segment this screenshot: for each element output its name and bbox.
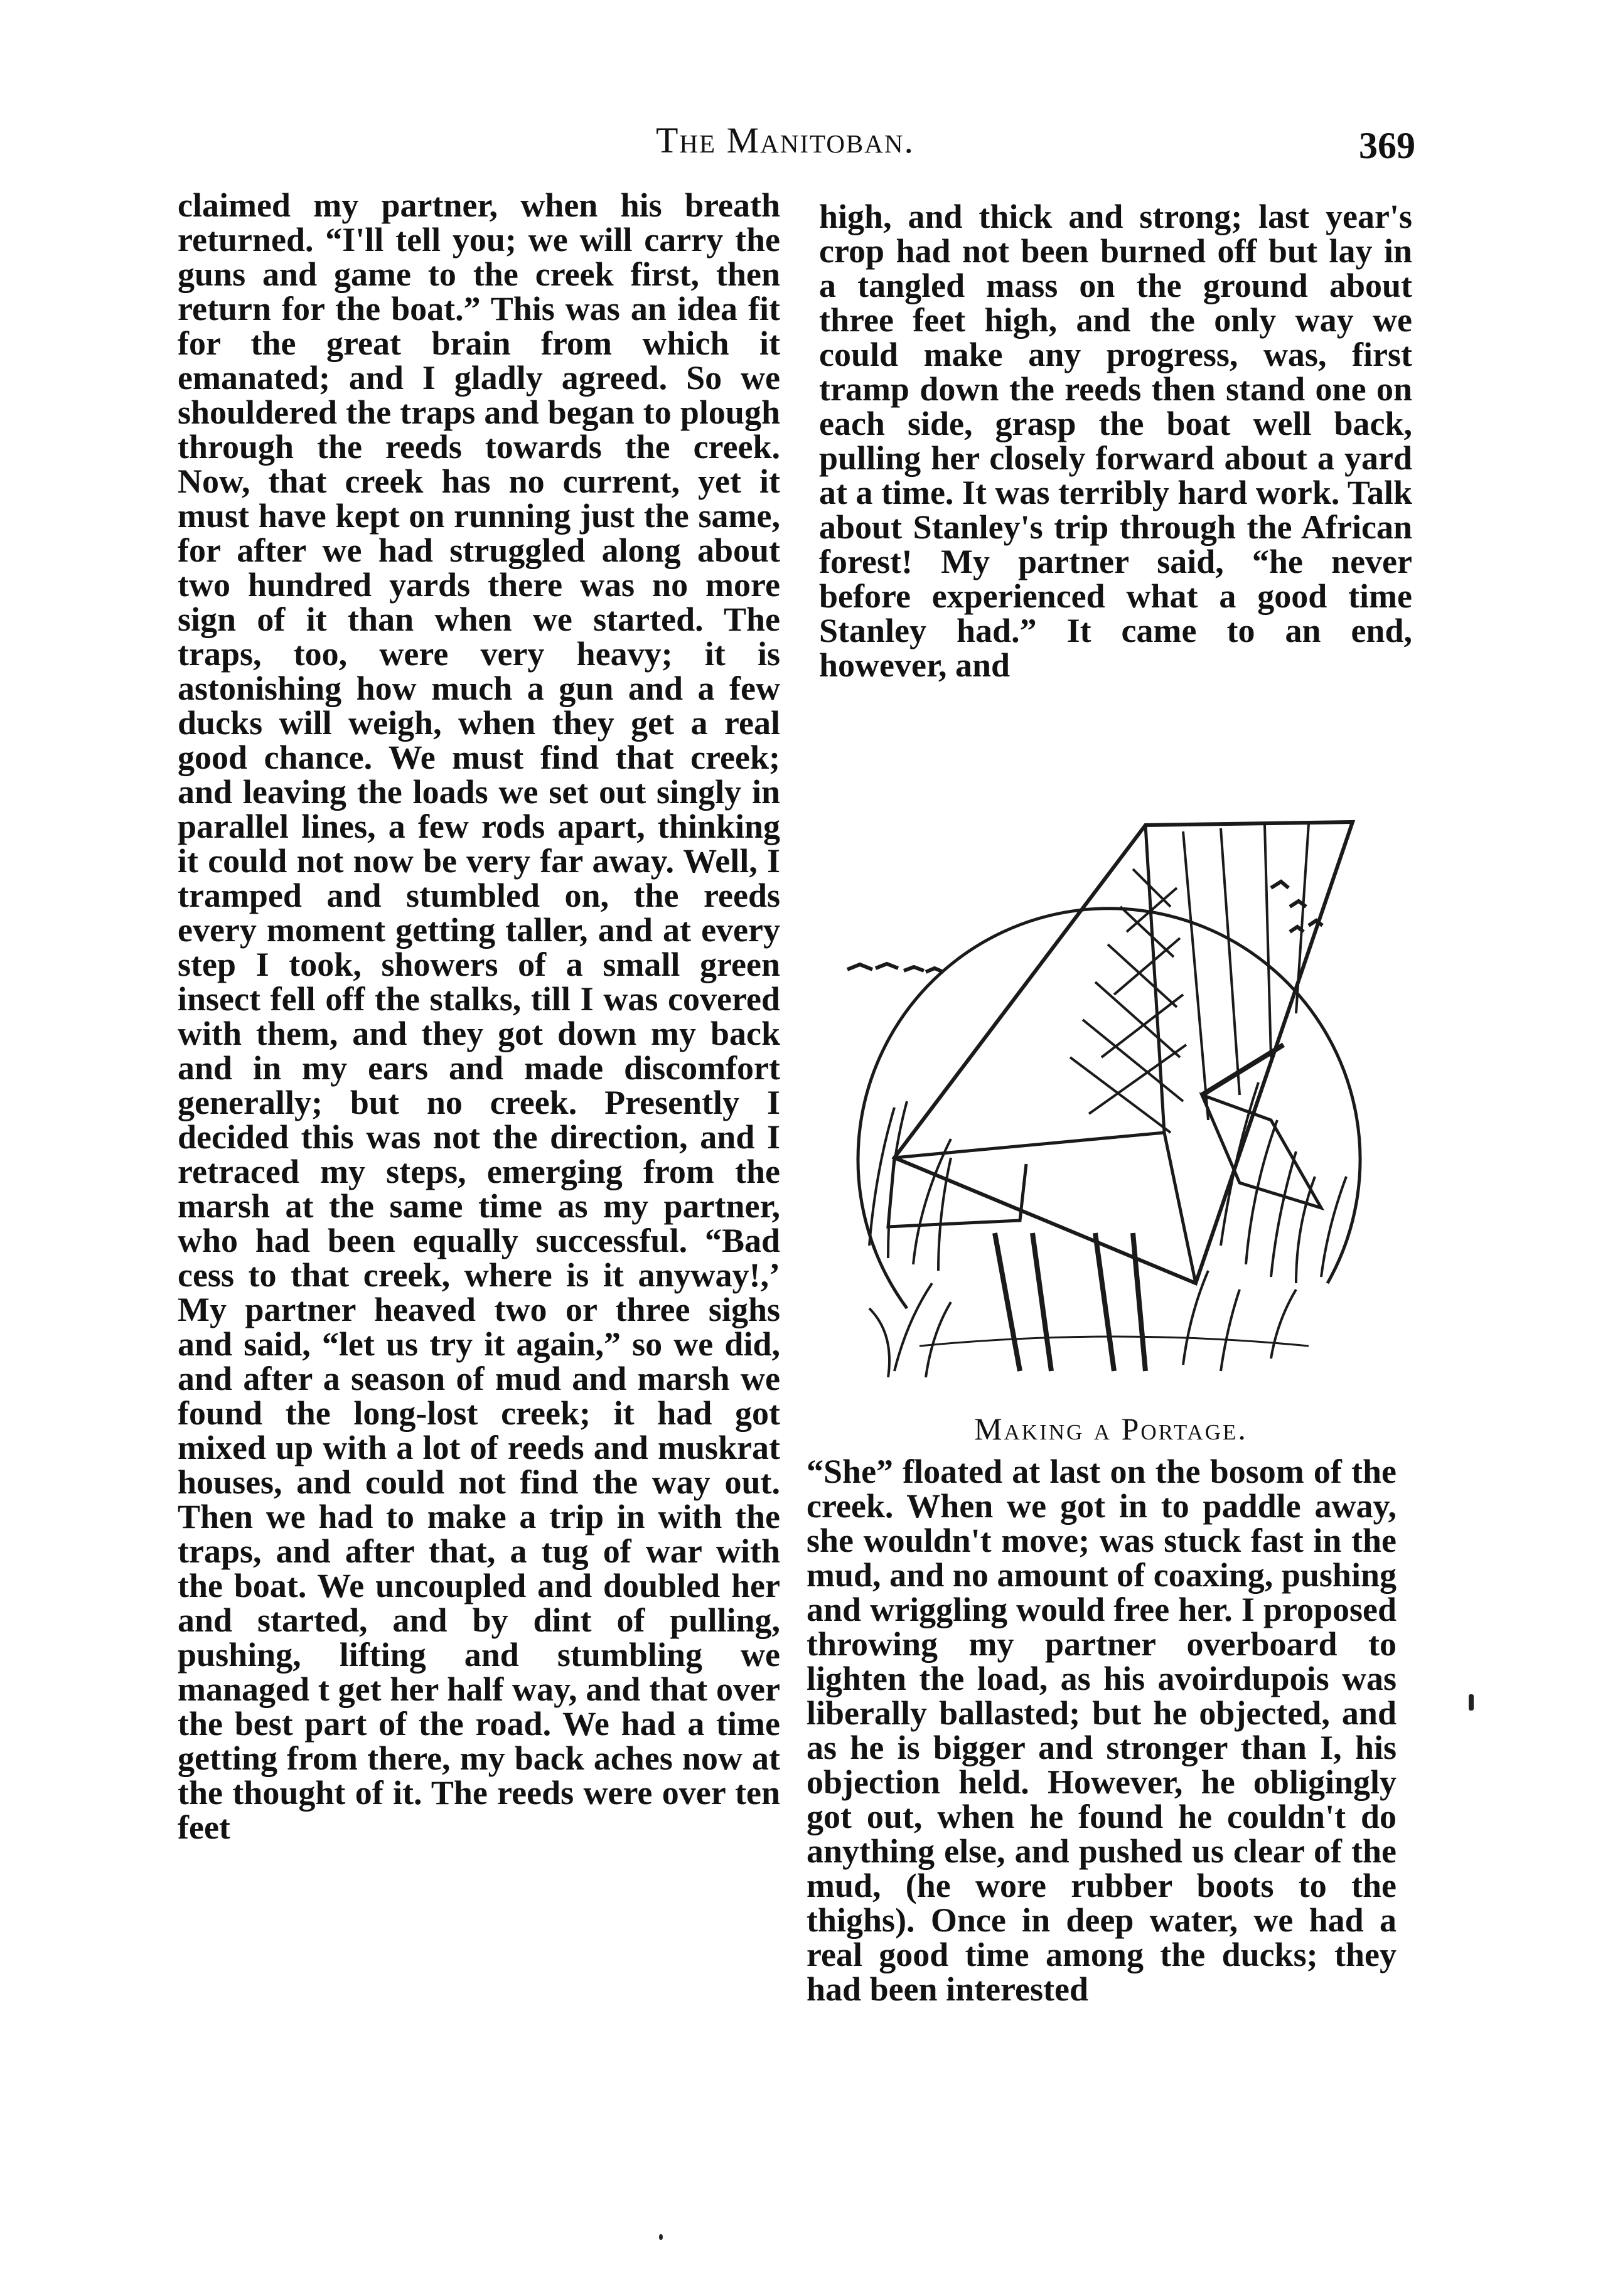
right-column-top <box>819 200 1412 683</box>
page-header <box>188 94 1415 195</box>
page-number: 369 <box>1359 125 1415 166</box>
left-column-text: claimed my partner, when his breath returned. “I'll tell you; we will carry the guns and game to the creek first, then return for the boat.” This was an idea fit for the great brain from which it emanated; and I gladly agreed. So we shouldered the traps and began to plough through the reeds towards the creek. Now, that creek has no current, yet it must have kept on running just the same, for after we had struggled along about two hundred yards there was no more sign of it than when we started. The traps, too, were very heavy; it is astonishing how much a gun and a few ducks will weigh, when they get a real good chance. We must find that creek; and leaving the loads we set out singly in parallel lines, a few rods apart, thinking it could not now be very far away. Well, I tramped and stumbled on, the reeds every moment getting taller, and at every step I took, showers of a small green insect fell off the stalks, till I was covered with them, and they got down my back and in my ears and made discomfort generally; but no creek. Presently I decided this was not the direction, and I retraced my steps, emerging from the marsh at the same time as my partner, who had been equally successful. “Bad cess to that creek, where is it anyway!,’ My partner heaved two or three sighs and said, “let us try it again,” so we did, and after a season of mud and marsh we found the long-lost creek; it had got mixed up with a lot of reeds and muskrat houses, and could not find the way out. Then we had to make a trip in with the traps, and after that, a tug of war with the boat. We uncoupled and doubled her and started, and by dint of pulling, pushing, lifting and stumbling we managed t get her half way, and that over the best part of the road. We had a time getting from there, my back aches now at the thought of it. The reeds were over ten feet <box>178 186 780 1846</box>
running-title: The Manitoban. <box>656 120 915 161</box>
portage-illustration <box>832 744 1397 1396</box>
ink-speck <box>659 2234 663 2240</box>
left-column <box>178 188 780 1845</box>
right-column-bottom-text: “She” floated at last on the bosom of the creek. When we got in to paddle away, she wouldn't move; was stuck fast in the mud, and no amount of coaxing, pushing and wriggling would free her. I proposed throwing my partner overboard to lighten the load, as his avoirdupois was liberally ballasted; but he objected, and as he is bigger and stronger than I, his objection held. However, he obligingly got out, when he found he couldn't do anything else, and pushed us clear of the mud, (he wore rubber boots to the thighs). Once in deep water, we had a real good time among the ducks; they had been interested <box>807 1453 1397 2008</box>
right-column-top-text: high, and thick and strong; last year's crop had not been burned off but lay in a tangled mass on the ground about three feet high, and the only way we could make any progress, was, first tramp down the reeds then stand one on each side, grasp the boat well back, pulling her closely forward about a yard at a time. It was terribly hard work. Talk about Stanley's trip through the African forest! My partner said, “he never before experienced what a good time Stanley had.” It came to an end, however, and <box>819 198 1412 684</box>
ink-speck <box>1469 1694 1474 1711</box>
illustration-making-a-portage <box>832 744 1397 1396</box>
figure-caption: Making a Portage. <box>974 1411 1248 1446</box>
right-column-bottom <box>807 1455 1397 2007</box>
